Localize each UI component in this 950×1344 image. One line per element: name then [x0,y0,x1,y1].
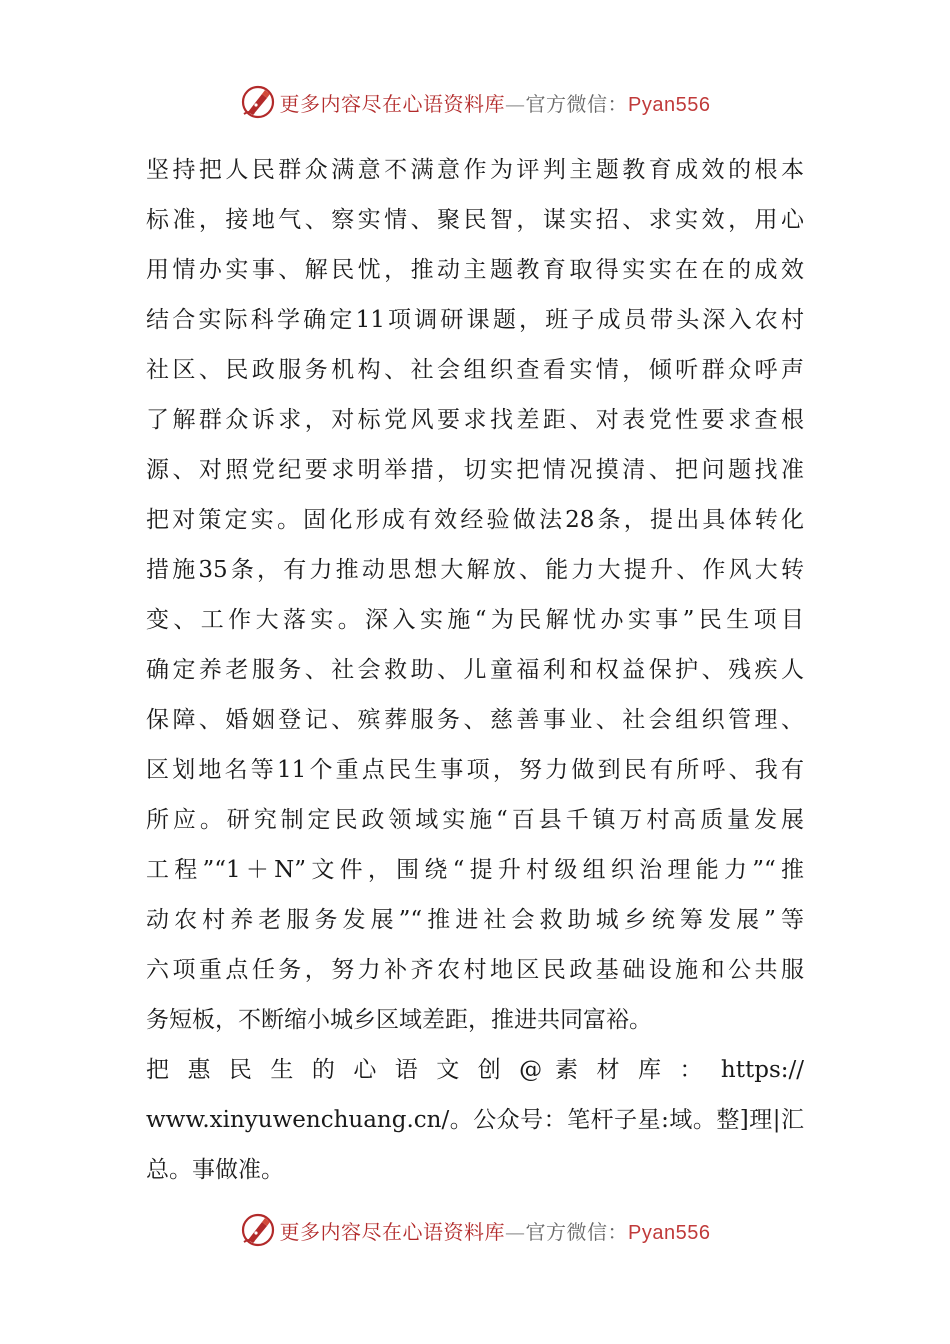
body-line: 措施35条，有力推动思想大解放、能力大提升、作风大转 [146,557,804,583]
body-line: 六项重点任务，努力补齐农村地区民政基础设施和公共服 [146,957,804,983]
body-line: 所应。研究制定民政领域实施“百县千镇万村高质量发展 [146,807,804,833]
source-note-line: 把 惠 民 生 的 心 语 文 创 @ 素 材 库 ： https:// [146,1057,804,1083]
body-line: 务短板，不断缩小城乡区域差距，推进共同富裕。 [146,1007,652,1033]
source-note-line: 总。事做准。 [146,1157,284,1183]
header-banner [0,82,950,122]
body-line: 工程”“1＋N”文件，围绕“提升村级组织治理能力”“推 [146,857,804,883]
body-line: 保障、婚姻登记、殡葬服务、慈善事业、社会组织管理、 [146,707,804,733]
banner-dash: — [505,1219,526,1244]
banner-dash: — [505,91,526,116]
banner-wechat-label: 官方微信： [525,91,629,116]
banner-wechat-id: Pyan556 [628,93,711,116]
body-line: 用情办实事、解民忧，推动主题教育取得实实在在的成效 [146,257,804,283]
body-line: 结合实际科学确定11项调研课题，班子成员带头深入农村 [146,307,804,333]
body-line: 源、对照党纪要求明举措，切实把情况摸清、把问题找准 [146,457,804,483]
document-body [146,145,804,1195]
banner-wechat-id: Pyan556 [628,1221,711,1244]
pen-nib-logo-icon [240,1212,276,1248]
banner-title: 更多内容尽在心语资料库 [279,1219,506,1244]
banner-title: 更多内容尽在心语资料库 [279,91,506,116]
body-line: 了解群众诉求，对标党风要求找差距、对表党性要求查根 [146,407,804,433]
body-line: 把对策定实。固化形成有效经验做法28条，提出具体转化 [146,507,804,533]
body-line: 社区、民政服务机构、社会组织查看实情，倾听群众呼声 [146,357,804,383]
footer-banner [0,1210,950,1250]
banner-wechat-label: 官方微信： [525,1219,629,1244]
body-line: 坚持把人民群众满意不满意作为评判主题教育成效的根本 [146,157,804,183]
body-line: 确定养老服务、社会救助、儿童福利和权益保护、残疾人 [146,657,804,683]
body-line: 变、工作大落实。深入实施“为民解忧办实事”民生项目 [146,607,804,633]
body-line: 区划地名等11个重点民生事项，努力做到民有所呼、我有 [146,757,804,783]
pen-nib-logo-icon [240,84,276,120]
source-note-line: www.xinyuwenchuang.cn/。公众号：笔杆子星:域。整]理|汇 [146,1107,804,1133]
body-line: 标准，接地气、察实情、聚民智，谋实招、求实效，用心 [146,207,804,233]
body-line: 动农村养老服务发展”“推进社会救助城乡统筹发展”等 [146,907,804,933]
